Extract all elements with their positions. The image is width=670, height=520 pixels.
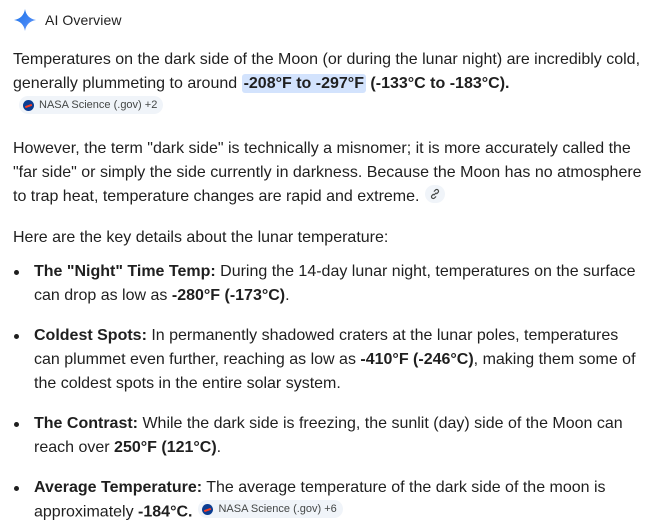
bullet-label: Coldest Spots: (34, 327, 147, 344)
source-chip-label: NASA Science (.gov) +6 (218, 503, 337, 515)
misnomer-paragraph (13, 137, 643, 209)
gemini-spark-icon (13, 8, 37, 32)
bullet-bold: 250°F (121°C) (114, 439, 217, 456)
intro-paragraph (13, 48, 643, 121)
intro-text: Temperatures on the dark side of the Moon (or during the lunar night) are incredibly cold, generally plummeting to around (13, 51, 641, 92)
source-chip-label: NASA Science (.gov) +2 (39, 99, 158, 111)
bullet-label: Average Temperature: (34, 479, 203, 496)
list-item (0, 260, 640, 308)
nasa-logo-icon (202, 504, 213, 515)
bullet-label: The "Night" Time Temp: (34, 263, 216, 280)
source-chip-nasa[interactable] (19, 96, 163, 114)
bullet-bold: -184°C (138, 503, 189, 520)
bullet-text: While the dark side is freezing, the sunlit (day) side of the Moon can reach over (34, 415, 623, 456)
ai-overview-header (13, 8, 122, 32)
details-intro: Here are the key details about the lunar temperature: (13, 229, 389, 246)
bullet-text: The average temperature of the dark side of the moon is approximately (34, 479, 606, 520)
list-item (0, 412, 640, 460)
bullet-label: The Contrast: (34, 415, 138, 432)
bullet-tail: . (188, 503, 193, 520)
list-item (0, 476, 640, 520)
bullet-text: During the 14-day lunar night, temperatures on the surface can drop as low as (34, 263, 636, 304)
bullet-dot (14, 422, 19, 427)
intro-celsius: (-133°C to -183°C) (365, 75, 506, 92)
bullet-text: In permanently shadowed craters at the lunar poles, temperatures can plummet even further, reaching as low as (34, 327, 619, 368)
bullet-dot (14, 334, 19, 339)
bullet-tail: , making them some of the coldest spots in the entire solar system. (34, 351, 636, 392)
link-chip[interactable] (425, 185, 445, 203)
bullet-tail: . (216, 439, 222, 456)
bullet-dot (14, 486, 19, 491)
intro-period: . (505, 75, 510, 92)
list-item (0, 324, 640, 396)
bullet-tail: . (285, 287, 290, 304)
bullet-bold: -280°F (-173°C) (171, 287, 286, 304)
details-list (0, 260, 650, 520)
nasa-logo-icon (23, 100, 34, 111)
bullet-dot (14, 270, 19, 275)
link-icon (429, 188, 441, 200)
temperature-highlight[interactable]: -208°F to -297°F (243, 75, 364, 92)
bullet-bold: -410°F (-246°C) (360, 351, 474, 368)
source-chip-nasa[interactable] (198, 500, 342, 518)
ai-overview-title: AI Overview (45, 12, 122, 28)
misnomer-text: However, the term "dark side" is technically a misnomer; it is more accurately called the "far side" or simply the side currently in darkness. Because the Moon has no atmosphere to trap heat, temperature changes are rapid and extreme. (13, 140, 642, 205)
